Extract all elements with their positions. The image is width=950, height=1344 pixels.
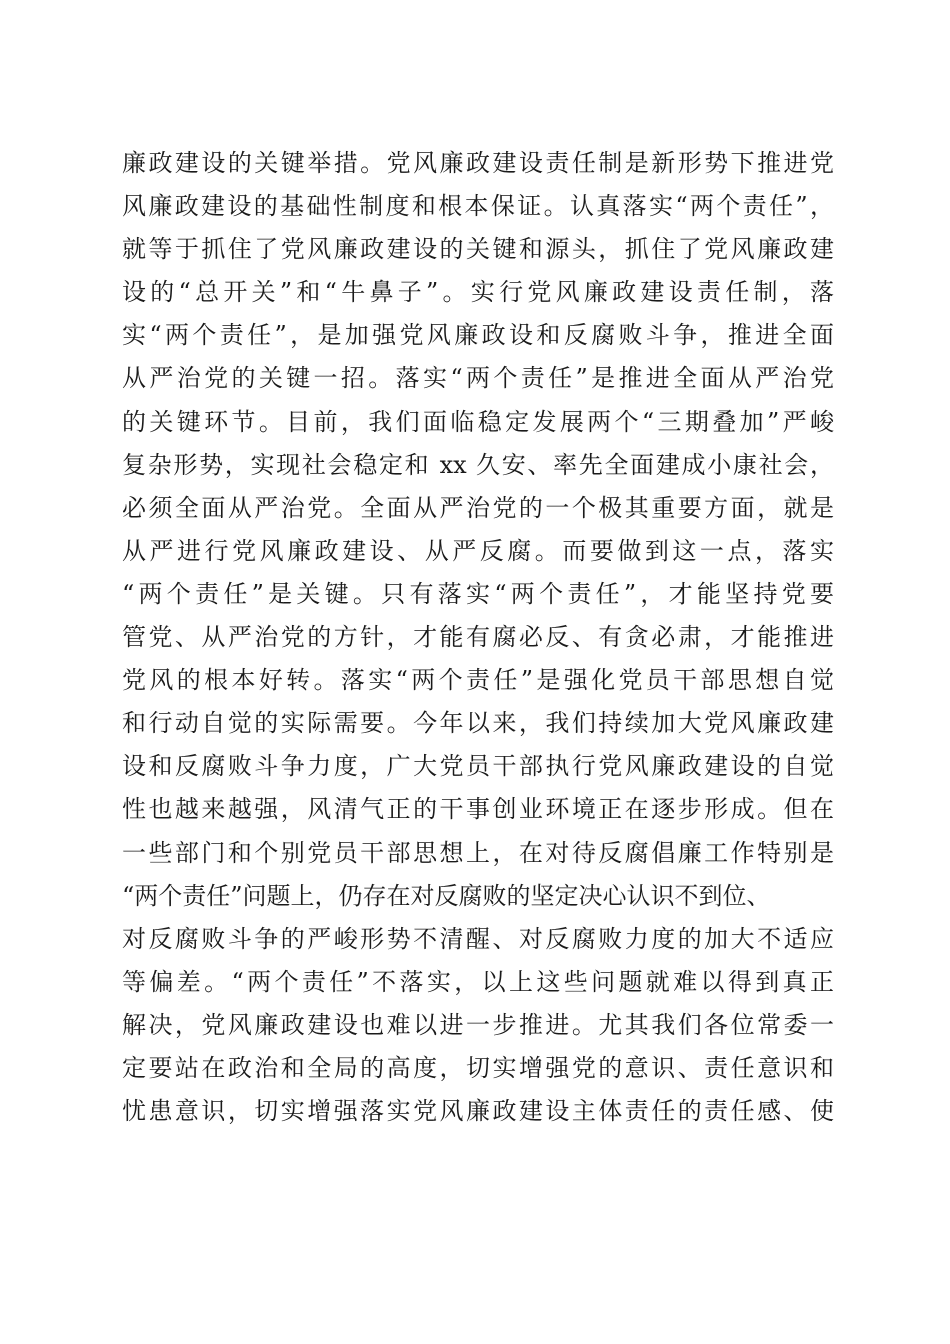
text-line: “两个责任”是关键。只有落实“两个责任”，才能坚持党要 [122, 579, 834, 608]
text-line: 设和反腐败斗争力度，广大党员干部执行党风廉政建设的自觉 [122, 752, 834, 781]
text-line: 从严进行党风廉政建设、从严反腐。而要做到这一点，落实 [122, 536, 834, 565]
text-line: 复杂形势，实现社会稳定和 xx 久安、率先全面建成小康社会， [122, 450, 834, 479]
text-line: 对反腐败斗争的严峻形势不清醒、对反腐败力度的加大不适应 [122, 924, 834, 953]
text-line: 性也越来越强，风清气正的干事创业环境正在逐步形成。但在 [122, 795, 834, 824]
text-line: 等偏差。“两个责任”不落实，以上这些问题就难以得到真正 [122, 967, 834, 996]
text-line: 忧患意识，切实增强落实党风廉政建设主体责任的责任感、使 [122, 1097, 834, 1126]
text-line: 必须全面从严治党。全面从严治党的一个极其重要方面，就是 [122, 493, 834, 522]
text-line: 设的“总开关”和“牛鼻子”。实行党风廉政建设责任制，落 [122, 278, 834, 307]
text-line: 从严治党的关键一招。落实“两个责任”是推进全面从严治党 [122, 364, 834, 393]
text-line: 定要站在政治和全局的高度，切实增强党的意识、责任意识和 [122, 1053, 834, 1082]
text-line: “两个责任”问题上，仍存在对反腐败的坚定决心认识不到位、 [122, 881, 771, 910]
text-line: 管党、从严治党的方针，才能有腐必反、有贪必肃，才能推进 [122, 623, 834, 652]
text-line: 一些部门和个别党员干部思想上，在对待反腐倡廉工作特别是 [122, 838, 834, 867]
text-line: 廉政建设的关键举措。党风廉政建设责任制是新形势下推进党 [122, 149, 834, 177]
body-text [122, 142, 834, 1133]
text-line: 实“两个责任”，是加强党风廉政设和反腐败斗争，推进全面 [122, 321, 834, 350]
text-line: 解决，党风廉政建设也难以进一步推进。尤其我们各位常委一 [122, 1010, 834, 1039]
text-line: 和行动自觉的实际需要。今年以来，我们持续加大党风廉政建 [122, 709, 834, 738]
text-line: 风廉政建设的基础性制度和根本保证。认真落实“两个责任”， [122, 192, 834, 221]
text-line: 就等于抓住了党风廉政建设的关键和源头，抓住了党风廉政建 [122, 235, 834, 264]
text-line: 的关键环节。目前，我们面临稳定发展两个“三期叠加”严峻 [122, 407, 834, 436]
text-line: 党风的根本好转。落实“两个责任”是强化党员干部思想自觉 [122, 666, 834, 695]
